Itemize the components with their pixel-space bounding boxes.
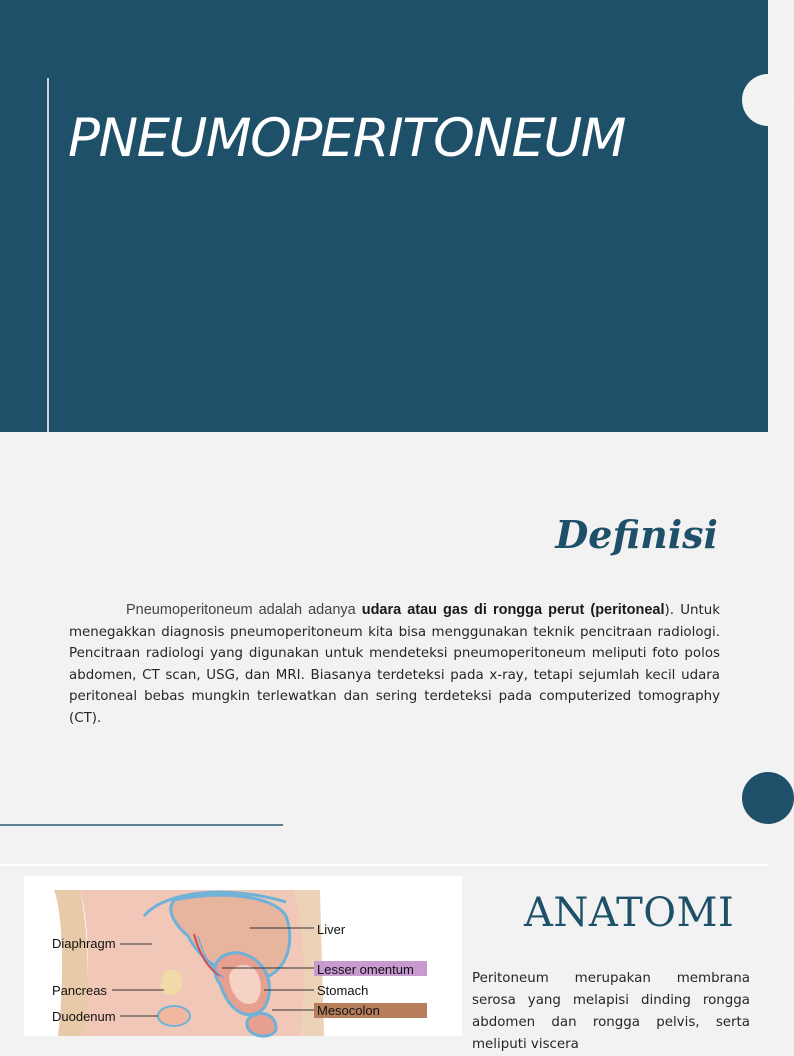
decorative-circle <box>742 772 794 824</box>
definition-text-rest: ). Untuk menegakkan diagnosis pneumoperitoneum kita bisa menggunakan teknik pencitraan radiologi. Pencitraan radiologi yang digunakan untuk mendeteksi pneumoperitoneum meliputi foto polos abdomen, CT scan, USG, dan MRI. Biasanya terdeteksi pada x-ray, tetapi sejumlah kecil udara peritoneal bebas mungkin terlewatkan dan sering terdeteksi pada computerized tomography (CT). <box>69 603 720 726</box>
definition-paragraph <box>69 600 720 729</box>
decorative-circle <box>742 74 794 126</box>
definition-slide <box>0 432 768 864</box>
label-lesser-omentum: Lesser omentum <box>317 962 414 977</box>
definition-heading: Definisi <box>555 512 718 557</box>
label-pancreas: Pancreas <box>52 983 107 998</box>
vertical-accent-line <box>47 78 49 432</box>
anatomy-slide <box>0 866 768 1052</box>
anatomy-paragraph: Peritoneum merupakan membrana serosa yang melapisi dinding rongga abdomen dan rongga pelvis, serta meliputi viscera <box>472 971 750 1052</box>
definition-text-bold: udara atau gas di rongga perut (peritoneal <box>361 602 665 618</box>
anatomy-figure <box>24 876 462 1036</box>
definition-text-start: Pneumoperitoneum adalah adanya <box>126 602 362 618</box>
title-slide <box>0 0 768 432</box>
anatomy-heading: ANATOMI <box>524 890 735 936</box>
horizontal-accent-line <box>0 824 283 826</box>
label-mesocolon: Mesocolon <box>317 1003 380 1018</box>
label-duodenum: Duodenum <box>52 1009 116 1024</box>
label-diaphragm: Diaphragm <box>52 936 116 951</box>
label-liver: Liver <box>317 922 346 937</box>
label-stomach: Stomach <box>317 983 369 998</box>
slide-title: PNEUMOPERITONEUM <box>68 108 625 169</box>
